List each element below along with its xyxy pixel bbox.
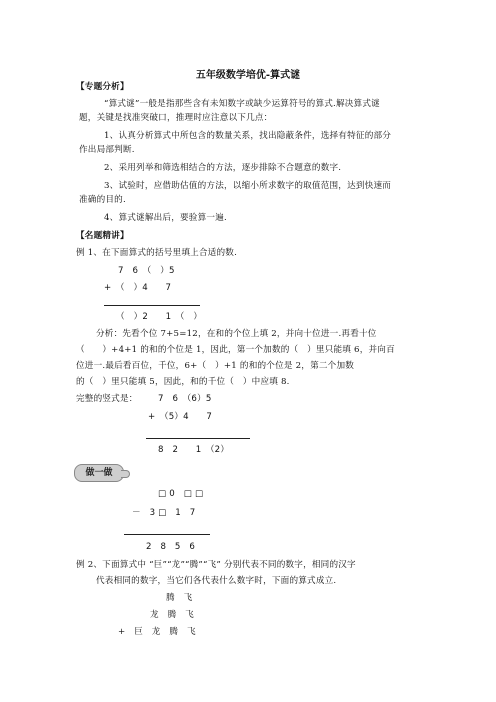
analysis-point-1: 1、认真分析算式中所包含的数量关系，找出隐蔽条件，选择有特征的部分 [104,131,392,141]
analysis-paragraph-1: “算式谜”一般是指那些含有未知数字或缺少运算符号的算式.解决算式谜 [104,99,380,109]
example-2-row-1: 腾 飞 [166,593,193,603]
example-1-sum: （ ）2 1 （ ） [116,312,203,322]
example-1-addend-2: + （ ）4 7 [104,283,172,293]
analysis-point-3: 3、试验时，应借助估值的方法，以缩小所求数字的取值范围，达到快速而 [104,181,392,191]
example-1-analysis-line-1: 分析：先看个位 7+5=12，在和的个位上填 2，并向十位进一.再看十位 [96,329,377,339]
section-heading-analysis: 【专题分析】 [76,82,129,92]
complete-form-sum-line [146,438,250,439]
example-1-analysis-line-4: 的（ ）里只能填 5，因此，和的千位（ ）中应填 8. [76,377,290,387]
example-2-row-2: 龙 腾 飞 [150,610,194,620]
example-1-prompt: 例 1、在下面算式的括号里填上合适的数. [76,248,238,258]
complete-form-label: 完整的竖式是： [76,394,138,404]
practice-subtrahend: － 3 □ 1 7 [132,508,196,518]
example-1-analysis-line-3: 位进一.最后看百位，千位，6+（ ）+1 的和的个位是 2，第二个加数 [76,361,355,371]
example-1-analysis-line-2: （ ）+4+1 的和的个位是 1，因此，第一个加数的（ ）里只能填 6，并向百 [76,345,395,355]
practice-minuend: □ 0 □ □ [158,489,204,499]
practice-result: 2 8 5 6 [146,542,196,552]
complete-form-addend-2: + （5）4 7 [148,412,213,422]
analysis-point-3-cont: 准确的目的. [79,195,126,205]
example-1-addend-1: 7 6 （ ）5 [118,266,175,276]
analysis-point-1-cont: 作出局部判断. [79,145,135,155]
complete-form-addend-1: 7 6 （6）5 [158,394,212,404]
example-2-prompt-line-2: 代表相同的数字，当它们各代表什么数字时，下面的算式成立. [96,576,337,586]
analysis-paragraph-1-cont: 题，关键是找准突破口，推理时应注意以下几点： [79,113,273,123]
section-heading-examples: 【名题精讲】 [76,231,129,241]
example-2-prompt-line-1: 例 2、下面算式中 “巨”“龙”“腾”“飞” 分别代表不同的数字，相同的汉字 [76,560,356,570]
example-2-row-3: + 巨 龙 腾 飞 [118,627,196,637]
practice-badge: 做一做 [74,464,124,482]
analysis-point-4: 4、算式谜解出后，要验算一遍. [104,213,227,223]
page-title: 五年级数学培优-算式谜 [195,70,301,81]
complete-form-sum: 8 2 1 （2） [158,445,230,455]
analysis-point-2: 2、采用列举和筛选相结合的方法，逐步排除不合题意的数字. [104,163,342,173]
example-1-sum-line [104,305,200,306]
practice-result-line [124,534,210,535]
